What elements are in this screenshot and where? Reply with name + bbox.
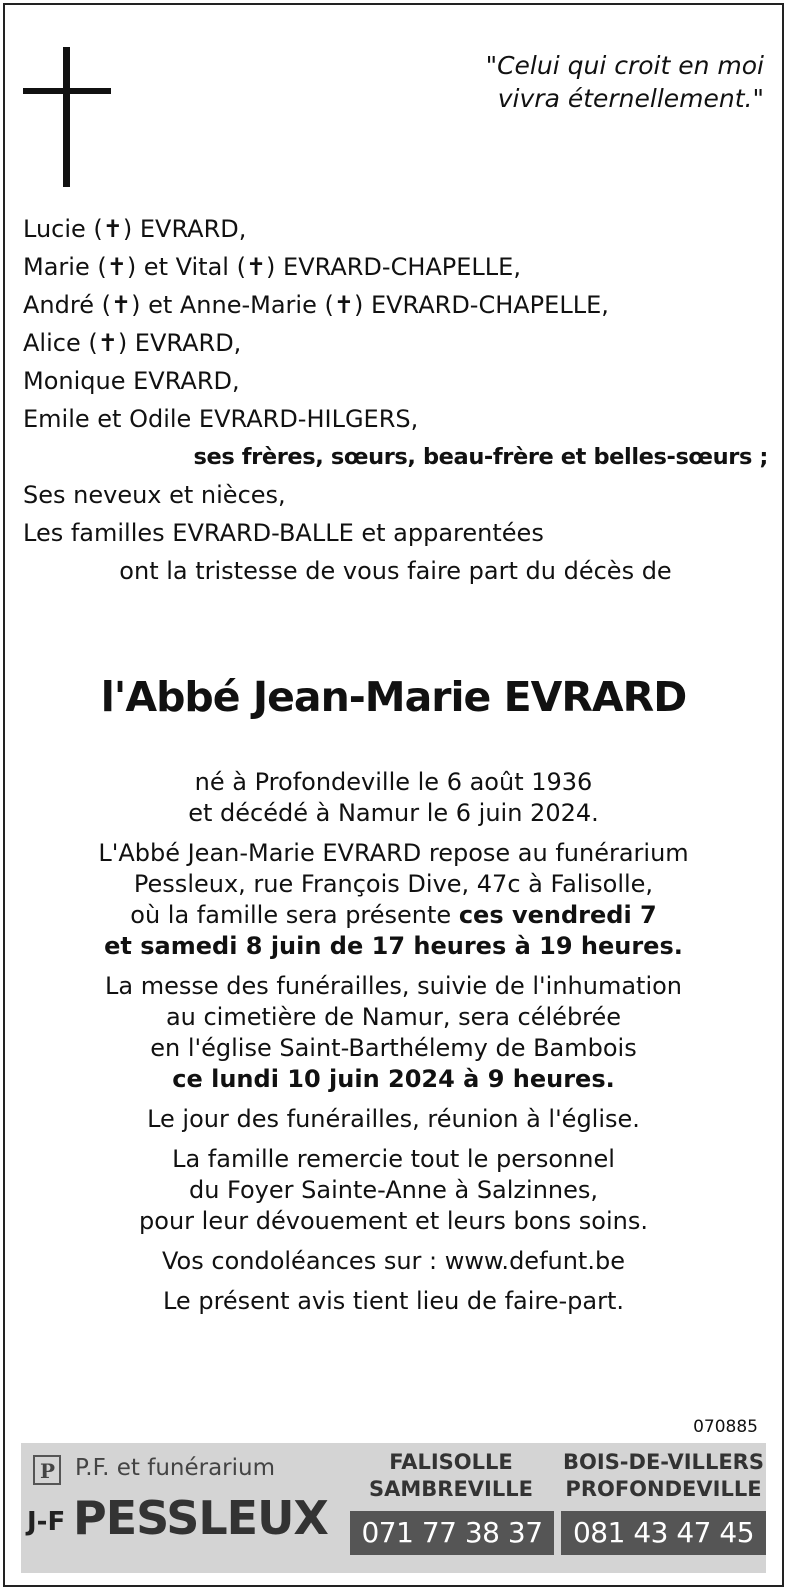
condolences-text: Vos condoléances sur : www.defunt.be — [162, 1247, 625, 1275]
repose-paragraph — [5, 838, 782, 962]
bible-quote — [384, 49, 764, 115]
family-line: Alice (✝) EVRARD, — [23, 329, 242, 357]
family-relation: ses frères, sœurs, beau-frère et belles-sœurs ; — [193, 444, 768, 470]
mass-line: en l'église Saint-Barthélemy de Bambois — [150, 1034, 637, 1062]
repose-line: Pessleux, rue François Dive, 47c à Falisolle, — [133, 870, 654, 898]
family-announce: ont la tristesse de vous faire part du décès de — [119, 557, 672, 585]
gathering-text: Le jour des funérailles, réunion à l'église. — [147, 1105, 640, 1133]
phone-bois-de-villers: 081 43 47 45 — [561, 1511, 766, 1555]
location-line: PROFONDEVILLE — [565, 1477, 762, 1501]
family-line: Emile et Odile EVRARD-HILGERS, — [23, 405, 419, 433]
company-name: PESSLEUX — [73, 1491, 328, 1545]
repose-line: où la famille sera présente — [130, 901, 459, 929]
visitation-hours: et samedi 8 juin de 17 heures à 19 heures. — [104, 932, 683, 960]
logo-letter: P — [40, 1459, 56, 1483]
phone-falisolle: 071 77 38 37 — [350, 1511, 554, 1555]
deceased-name: l'Abbé Jean-Marie EVRARD — [100, 673, 687, 721]
mass-line: La messe des funérailles, suivie de l'inhumation — [104, 972, 683, 1000]
death-text: et décédé à Namur le 6 juin 2024. — [188, 799, 599, 827]
location-line: BOIS-DE-VILLERS — [563, 1450, 764, 1474]
thanks-paragraph — [5, 1144, 782, 1237]
funeral-home-logo-icon — [33, 1455, 63, 1487]
location-bois-de-villers — [561, 1449, 766, 1503]
reference-number: 070885 — [693, 1417, 758, 1437]
cross-icon — [63, 47, 70, 187]
dates-paragraph — [5, 767, 782, 829]
pf-label: P.F. et funérarium — [75, 1455, 276, 1481]
thanks-line: du Foyer Sainte-Anne à Salzinnes, — [188, 1176, 599, 1204]
thanks-line: La famille remercie tout le personnel — [172, 1145, 615, 1173]
family-line: Lucie (✝) EVRARD, — [23, 215, 247, 243]
jf-label: J-F — [27, 1507, 66, 1537]
quote-line: "Celui qui croit en moi — [485, 51, 764, 80]
visitation-dates: ces vendredi 7 — [458, 901, 657, 929]
mass-line: au cimetière de Namur, sera célébrée — [165, 1003, 622, 1031]
funeral-home-footer — [21, 1443, 766, 1573]
family-families: Les familles EVRARD-BALLE et apparentées — [23, 519, 544, 547]
notice-text: Le présent avis tient lieu de faire-part. — [162, 1287, 624, 1315]
location-line: FALISOLLE — [389, 1450, 513, 1474]
family-nephews: Ses neveux et nièces, — [23, 481, 286, 509]
repose-line: L'Abbé Jean-Marie EVRARD repose au funérarium — [98, 839, 689, 867]
family-line: Monique EVRARD, — [23, 367, 240, 395]
cross-icon-bar — [23, 88, 111, 94]
thanks-line: pour leur dévouement et leurs bons soins. — [139, 1207, 648, 1235]
location-line: SAMBREVILLE — [369, 1477, 533, 1501]
birth-text: né à Profondeville le 6 août 1936 — [194, 768, 593, 796]
location-falisolle — [351, 1449, 551, 1503]
details-block — [5, 767, 782, 1326]
quote-line: vivra éternellement." — [497, 84, 764, 113]
family-line: André (✝) et Anne-Marie (✝) EVRARD-CHAPELLE, — [23, 291, 609, 319]
mass-paragraph — [5, 971, 782, 1095]
family-line: Marie (✝) et Vital (✝) EVRARD-CHAPELLE, — [23, 253, 521, 281]
obituary-notice — [3, 3, 784, 1587]
family-list — [23, 210, 768, 590]
mass-date: ce lundi 10 juin 2024 à 9 heures. — [172, 1065, 615, 1093]
